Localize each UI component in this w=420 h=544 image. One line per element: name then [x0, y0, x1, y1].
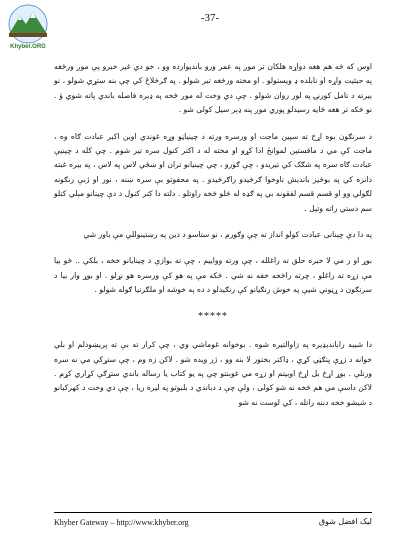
page-number: -37- [200, 12, 220, 24]
paragraph: بوړ او ر مي لا خبره حلق ته راغلله ، چې ورته وواييم ، چې ته بوازې د چينايانو خخه ، بلکي .. څو بيا مې زړه ته راغلو ، چرته راځخه خفه نه شي . څکه مې په هو کې ورسره هو نړلو . او بوړ وار بيا د سرنګون د ړڼوني شيې په خوش رنګيانو کې رنګيدلو د ده په خوشه او ملګرتيا ګوله شولو . [54, 256, 372, 295]
document-body [54, 60, 372, 422]
footer-author: ليک افضل شوق [318, 517, 372, 526]
logo-caption: Khyber.ORG [10, 44, 46, 50]
paragraph: د سرنګون بوه اړخ ته سپين ماجت او ورسره ورته د چينياڼو وړه غوندي اوبن اكبر عبادت ګاه وه ، ماجت کې مي د ماقستين لموانځ ادا کړو او مخته له د اکتر کنول سره تير شوم . چې کله د چينيې عبادت ګاه سره په شګک کي تيريدو ، چې ګورو ، چي چينيانو تران او ښځي لاس په لاس ، په بيره غبته دانزه کي په بوځيز بانديش ناوخوا ګرځيدو راګرځيدو . په محفوتو بې سره ښنه ، نور او ژبې رنګونه لګولي وو او قسم قسم لفقونه بي په ګډه له څلو څخه راوتلو . دلته دا کتر کنول د دې چينانو مېلي کتلو سم دستي راته وتيل . [54, 131, 372, 213]
footer-source: Khyber Gateway – http://www.khyber.org [54, 518, 189, 527]
khyber-mountain-logo [6, 4, 50, 44]
section-divider: ***** [198, 310, 228, 322]
paragraph: اوس که څه هم هغه دواړه هلکان تر موږ په عمر ورو بانديوارده وو ، خو دي غير خبرو پې موږ ورځغه په حیثیت واړه او نابلده ډ ويستولو . او مخته ورځغه تير شولو . په ګرځلاځ کي چې بنه ستړي شولو ، نو بيرته د تامل کورنۍ په لور روان شولو . چې دي وخت له موږ څخه په ډيره فاصله باندي پاته شوي ؤ . نو څکه تر هغه ځايه رسيدلو پوري موږ پنه ډېر سيل کولی شو . [54, 62, 372, 115]
footer-rule [54, 512, 372, 513]
paragraph: په دا دې چينانی عبادت کولو انداز ته چې وګورم ، نو ستاسو د دين په رښتينوللي مې باور شي [83, 230, 372, 240]
paragraph: دا شيبه رابانديډيره په زاوالتيره شوه . بوخوانه غوماشي وي ، چې کرار ته بې ته پريښودلم او بلي خوانه د زړې پنګټي کړي ، ډاکتر بختور لا بنه وو ، ژر ويده شو . لاکن زه وم ، چې ستړکي مي نه سره ورتلې . بوړ اړخ بل اړخ اوبيتم او زړه مي غوبنتو چې په يو کتاب يا رساله باندي ستړګې کړاري کړم . لاکن داسې مي هم څخه نه شو کولی ، ولې چې د دباندي د بلبوتو په ليره ريا ، چې دي وخت د کهرکيانو د شيشو خخه دننه راتله ، کي لوست نه شو [54, 340, 372, 407]
